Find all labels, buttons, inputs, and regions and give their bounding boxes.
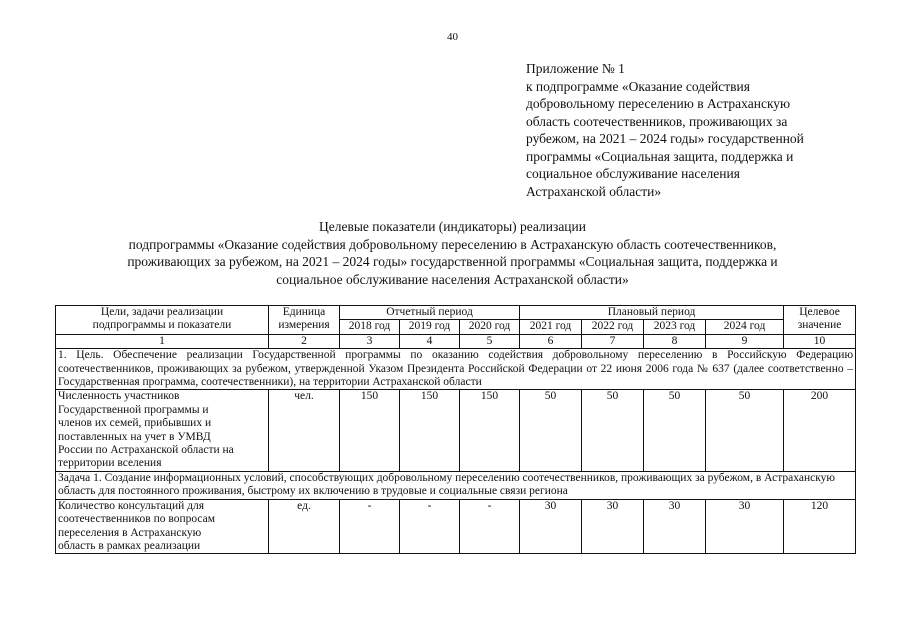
- goal-text: 1. Цель. Обеспечение реализации Государственной программы по оказанию содействия добровольному переселению в Российскую Федерацию соотечественников, проживающих за рубежом, утвержденной Указом Президента Российской Федерации от 22 июня 2006 года № 637 (далее соответственно – Государственная программа, соотечественники), на территории Астраханской области: [56, 349, 856, 390]
- indicator-name: Количество консультаций для соотечественников по вопросам переселения в Астраханскую область в рамках реализации: [56, 499, 269, 554]
- indicator-value: 150: [340, 390, 400, 471]
- year-header: 2023 год: [644, 320, 706, 334]
- indicator-value: 30: [520, 499, 582, 554]
- target-header: Целевое значение: [784, 306, 856, 335]
- indicator-value: -: [400, 499, 460, 554]
- column-number: 10: [784, 334, 856, 348]
- page-number: 40: [447, 31, 458, 43]
- appendix-line: Астраханской области»: [526, 183, 662, 199]
- indicator-row: [56, 499, 856, 554]
- indicator-name: Численность участников Государственной программы и членов их семей, прибывших и поставленных на учет в УМВД России по Астраханской области на территории вселения: [56, 390, 269, 471]
- title-line: проживающих за рубежом, на 2021 – 2024 годы» государственной программы «Социальная защита, поддержка и: [127, 254, 778, 269]
- indicator-value: 50: [520, 390, 582, 471]
- column-numbers-row: [56, 334, 856, 348]
- indicator-unit: ед.: [269, 499, 340, 554]
- reporting-period-header: Отчетный период: [340, 306, 520, 320]
- column-number: 8: [644, 334, 706, 348]
- indicator-value: 150: [400, 390, 460, 471]
- appendix-line: социальное обслуживание населения: [526, 166, 740, 181]
- indicators-table: [55, 305, 856, 554]
- column-number: 5: [460, 334, 520, 348]
- appendix-line: Приложение № 1: [526, 61, 625, 76]
- indicator-value: -: [460, 499, 520, 554]
- indicator-row: [56, 390, 856, 471]
- indicator-value: 50: [706, 390, 784, 471]
- indicator-value: 30: [582, 499, 644, 554]
- title-line: подпрограммы «Оказание содействия добровольному переселению в Астраханскую область соотечественников,: [128, 236, 777, 252]
- goals-header: Цели, задачи реализации подпрограммы и показатели: [56, 306, 269, 335]
- year-header: 2019 год: [400, 320, 460, 334]
- appendix-block: [526, 60, 886, 200]
- document-title: [0, 218, 905, 288]
- task-text: Задача 1. Создание информационных условий, способствующих добровольному переселению соотечественников, проживающих за рубежом, в Астраханскую область для постоянного проживания, быстрому их включению в трудовые и социальные связи региона: [56, 471, 856, 499]
- header-row: [56, 306, 856, 320]
- column-number: 6: [520, 334, 582, 348]
- task-row: [56, 471, 856, 499]
- appendix-line: область соотечественников, проживающих за: [526, 113, 788, 129]
- indicator-target: 200: [784, 390, 856, 471]
- indicator-value: 30: [644, 499, 706, 554]
- indicator-unit: чел.: [269, 390, 340, 471]
- year-header: 2021 год: [520, 320, 582, 334]
- title-line: Целевые показатели (индикаторы) реализации: [319, 219, 586, 234]
- appendix-line: добровольному переселению в Астраханскую: [526, 96, 791, 111]
- column-number: 9: [706, 334, 784, 348]
- year-header: 2018 год: [340, 320, 400, 334]
- indicator-value: 50: [644, 390, 706, 471]
- column-number: 2: [269, 334, 340, 348]
- column-number: 4: [400, 334, 460, 348]
- column-number: 7: [582, 334, 644, 348]
- year-header: 2020 год: [460, 320, 520, 334]
- title-line: социальное обслуживание населения Астраханской области»: [276, 271, 629, 287]
- indicator-value: 150: [460, 390, 520, 471]
- appendix-line: программы «Социальная защита, поддержка и: [526, 148, 794, 164]
- unit-header: Единица измерения: [269, 306, 340, 335]
- year-header: 2022 год: [582, 320, 644, 334]
- year-header: 2024 год: [706, 320, 784, 334]
- column-number: 1: [56, 334, 269, 348]
- column-number: 3: [340, 334, 400, 348]
- goal-row: [56, 349, 856, 390]
- indicator-value: -: [340, 499, 400, 554]
- appendix-line: к подпрограмме «Оказание содействия: [526, 78, 750, 94]
- indicator-value: 50: [582, 390, 644, 471]
- indicator-target: 120: [784, 499, 856, 554]
- appendix-line: рубежом, на 2021 – 2024 годы» государственной: [526, 131, 804, 146]
- indicator-value: 30: [706, 499, 784, 554]
- planned-period-header: Плановый период: [520, 306, 784, 320]
